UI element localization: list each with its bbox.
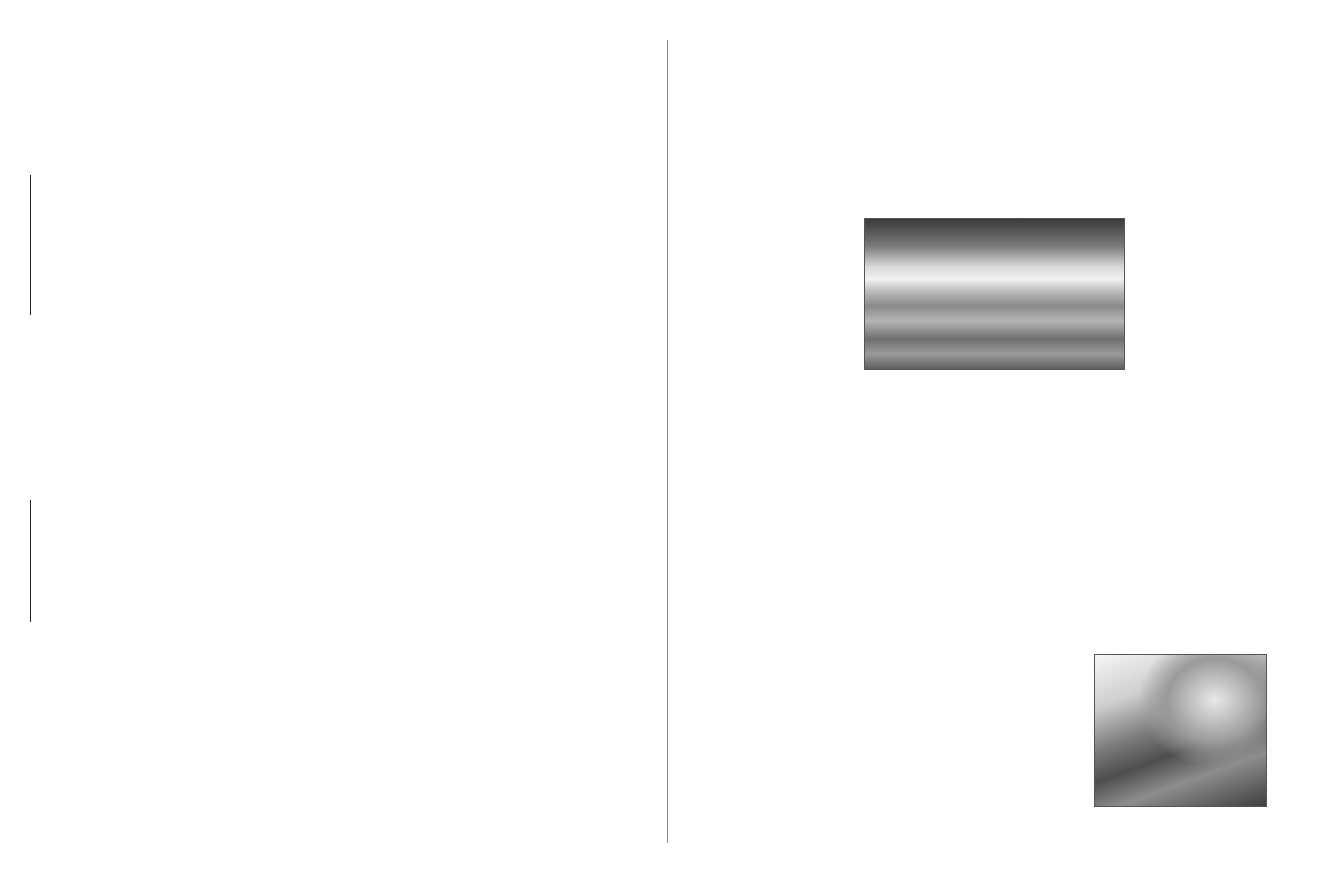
exam-id-line	[30, 175, 31, 315]
chart-out-migration	[112, 318, 552, 498]
figure-2-sunset-photo	[864, 218, 1125, 370]
left-page	[0, 0, 667, 881]
name-line	[30, 500, 31, 622]
figure-3-stone-forest-photo	[1094, 654, 1267, 807]
chart-in-migration	[112, 508, 572, 694]
right-page	[668, 0, 1335, 881]
